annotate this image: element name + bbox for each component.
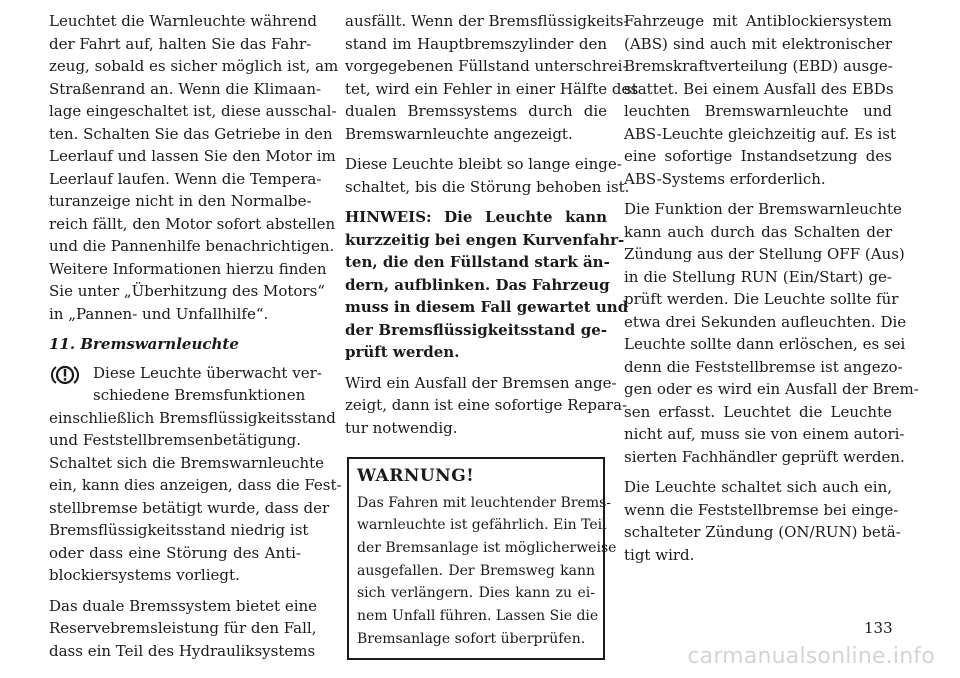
text-line: ten, die den Füllstand stark än-	[345, 253, 610, 271]
text-line: Bremsanlage sofort überprüfen.	[357, 630, 586, 647]
text-line: stellbremse betätigt wurde, dass der	[49, 498, 330, 517]
text-line: Bremskraftverteilung (EBD) ausge-	[624, 57, 893, 75]
text-line: denn die Feststellbremse ist angezo-	[624, 357, 903, 376]
text-line: zeug, sobald es sicher möglich ist, am	[49, 57, 339, 75]
paragraph	[624, 198, 919, 468]
paragraph	[49, 595, 318, 663]
column-2	[345, 10, 639, 660]
text-line: eine sofortige Instandsetzung des	[624, 147, 892, 165]
text-line: in „Pannen- und Unfallhilfe“.	[49, 304, 269, 323]
warning-box	[347, 457, 617, 660]
text-line: sich verlängern. Dies kann zu ei-	[357, 585, 595, 602]
paragraph	[49, 407, 342, 587]
text-line: der Bremsanlage ist möglicherweise	[357, 539, 617, 556]
text-line: turanzeige nicht in den Normalbe-	[49, 192, 312, 210]
text-line: gen oder es wird ein Ausfall der Brem-	[624, 380, 919, 398]
paragraph	[93, 362, 322, 407]
text-line: Wird ein Ausfall der Bremsen ange-	[345, 373, 617, 392]
text-line: vorgegebenen Füllstand unterschrei-	[345, 57, 628, 75]
text-line: schiedene Bremsfunktionen	[93, 386, 306, 404]
text-line: schaltet, bis die Störung behoben ist.	[345, 177, 630, 196]
paragraph	[345, 372, 628, 440]
warning-text	[357, 492, 617, 651]
text-line: stand im Hauptbremszylinder den	[345, 34, 607, 53]
text-line: blockiersystems vorliegt.	[49, 566, 240, 584]
column-1	[49, 10, 342, 670]
text-line: HINWEIS: Die Leuchte kann	[345, 208, 607, 226]
paragraph	[345, 10, 639, 145]
text-line: reich fällt, den Motor sofort abstellen	[49, 214, 336, 233]
text-line: zeigt, dann ist eine sofortige Repara-	[345, 396, 628, 414]
text-line: Leuchtet die Warnleuchte während	[49, 12, 318, 30]
text-line: wenn die Feststellbremse bei einge-	[624, 500, 899, 519]
text-line: prüft werden.	[345, 343, 460, 361]
text-line: tigt wird.	[624, 545, 695, 564]
text-line: nicht auf, muss sie von einem autori-	[624, 425, 905, 443]
watermark: carmanualsonline.info	[687, 644, 935, 669]
text-line: stattet. Bei einem Ausfall des EBDs	[624, 79, 894, 98]
text-line: Die Funktion der Bremswarnleuchte	[624, 200, 902, 218]
text-line: sen erfasst. Leuchtet die Leuchte	[624, 402, 892, 421]
text-line: der Fahrt auf, halten Sie das Fahr-	[49, 34, 312, 53]
text-line: kurzzeitig bei engen Kurvenfahr-	[345, 230, 625, 249]
text-line: leuchten Bremswarnleuchte und	[624, 102, 892, 120]
lamp-row	[49, 362, 322, 407]
text-line: sierten Fachhändler geprüft werden.	[624, 447, 905, 466]
text-line: Leuchte sollte dann erlöschen, es sei	[624, 335, 906, 353]
section-heading: 11. Bremswarnleuchte	[49, 335, 239, 353]
warning-title: WARNUNG!	[357, 466, 475, 486]
paragraph	[624, 10, 896, 190]
text-line: Sie unter „Überhitzung des Motors“	[49, 282, 325, 300]
text-line: lage eingeschaltet ist, diese ausschal-	[49, 102, 337, 120]
text-line: Leerlauf laufen. Wenn die Tempera-	[49, 169, 322, 188]
paragraph	[49, 10, 339, 325]
text-line: Straßenrand an. Wenn die Klimaan-	[49, 79, 322, 98]
page-number: 133	[864, 619, 893, 637]
text-line: Schaltet sich die Bremswarnleuchte	[49, 453, 325, 472]
text-line: Diese Leuchte bleibt so lange einge-	[345, 155, 622, 173]
text-line: ein, kann dies anzeigen, dass die Fest-	[49, 476, 342, 494]
text-line: ten. Schalten Sie das Getriebe in den	[49, 124, 333, 143]
paragraph	[345, 153, 630, 198]
text-line: Leerlauf und lassen Sie den Motor im	[49, 147, 336, 165]
text-line: tet, wird ein Fehler in einer Hälfte des	[345, 79, 639, 98]
text-line: ABS-Systems erforderlich.	[624, 169, 826, 188]
text-line: Weitere Informationen hierzu finden	[49, 259, 327, 278]
text-line: ABS-Leuchte gleichzeitig auf. Es ist	[624, 124, 896, 143]
brake-warning-lamp-icon	[51, 364, 79, 386]
text-line: und die Pannenhilfe benachrichtigen.	[49, 237, 335, 255]
text-line: Die Leuchte schaltet sich auch ein,	[624, 478, 892, 496]
text-line: in die Stellung RUN (Ein/Start) ge-	[624, 267, 892, 286]
text-line: muss in diesem Fall gewartet und	[345, 298, 629, 316]
text-line: dass ein Teil des Hydrauliksystems	[49, 641, 316, 660]
text-line: Fahrzeuge mit Antiblockiersystem	[624, 12, 892, 30]
text-line: Bremsflüssigkeitsstand niedrig ist	[49, 521, 309, 539]
text-line: Das duale Bremssystem bietet eine	[49, 596, 318, 615]
note-paragraph	[345, 206, 629, 364]
text-line: warnleuchte ist gefährlich. Ein Teil	[357, 517, 607, 534]
text-line: (ABS) sind auch mit elektronischer	[624, 34, 892, 53]
text-line: Bremswarnleuchte angezeigt.	[345, 124, 573, 143]
column-3	[624, 10, 919, 574]
text-line: und Feststellbremsenbetätigung.	[49, 431, 301, 449]
text-line: ausfällt. Wenn der Bremsflüssigkeits-	[345, 12, 629, 30]
text-line: Zündung aus der Stellung OFF (Aus)	[624, 245, 905, 263]
text-line: dualen Bremssystems durch die	[345, 102, 607, 120]
text-line: Diese Leuchte überwacht ver-	[93, 363, 322, 382]
text-line: dern, aufblinken. Das Fahrzeug	[345, 275, 610, 294]
paragraph	[624, 476, 901, 566]
text-line: Reservebremsleistung für den Fall,	[49, 619, 317, 637]
text-line: kann auch durch das Schalten der	[624, 222, 892, 241]
text-line: schalteter Zündung (ON/RUN) betä-	[624, 523, 901, 541]
text-line: etwa drei Sekunden aufleuchten. Die	[624, 312, 907, 331]
text-line: einschließlich Bremsflüssigkeitsstand	[49, 408, 336, 427]
text-line: prüft werden. Die Leuchte sollte für	[624, 290, 899, 308]
text-line: der Bremsflüssigkeitsstand ge-	[345, 320, 607, 339]
text-line: Das Fahren mit leuchtender Brems-	[357, 494, 612, 511]
text-line: nem Unfall führen. Lassen Sie die	[357, 608, 599, 625]
text-line: ausgefallen. Der Bremsweg kann	[357, 562, 595, 579]
text-line: oder dass eine Störung des Anti-	[49, 543, 301, 562]
text-line: tur notwendig.	[345, 418, 458, 437]
